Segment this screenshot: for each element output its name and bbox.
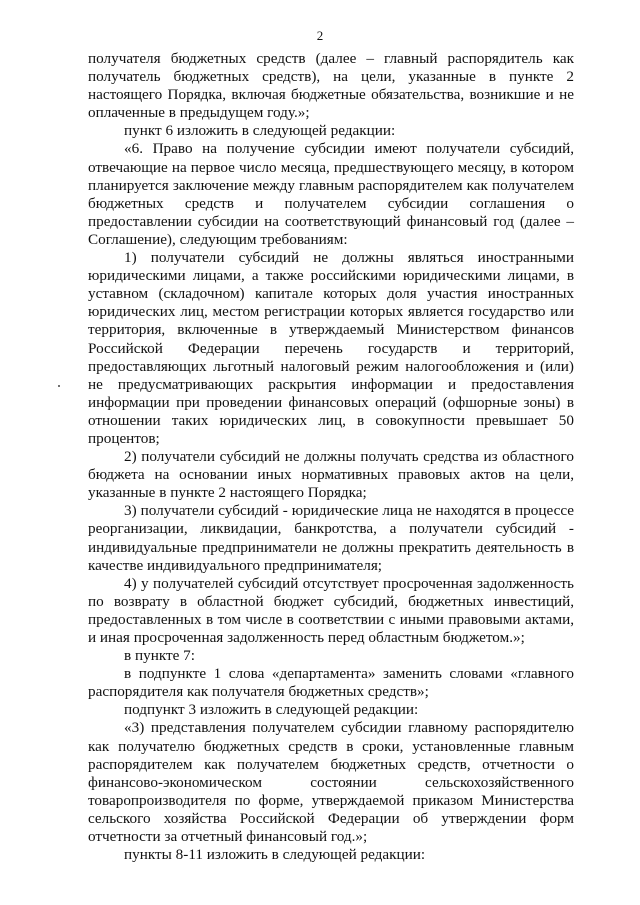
paragraph-requirement-2: 2) получатели субсидий не должны получать средства из областного бюджета на основании иных нормативных правовых актов на цели, указанные в пункте 2 настоящего Порядка; <box>88 448 574 502</box>
paragraph-requirement-4: 4) у получателей субсидий отсутствует просроченная задолженность по возврату в областной бюджет субсидий, бюджетных инвестиций, предоставленных в том числе в соответствии с иными правовыми актами, и иная просроченная задолженность перед областным бюджетом.»; <box>88 574 574 646</box>
paragraph-amend-subpoint-3: подпункт 3 изложить в следующей редакции: <box>124 701 419 719</box>
page-number: 2 <box>316 28 324 43</box>
paragraph-amend-point-6: пункт 6 изложить в следующей редакции: <box>124 122 396 140</box>
paragraph-subpoint-1: в подпункте 1 слова «департамента» заменить словами «главного распорядителя как получателя бюджетных средств»; <box>88 665 574 701</box>
paragraph-requirement-3: 3) получатели субсидий - юридические лица не находятся в процессе реорганизации, ликвидации, банкротства, а получатели субсидий - индивидуальные предприниматели не должны прекратить деятельность в качестве индивидуального предпринимателя; <box>88 502 574 574</box>
paragraph-continuation: получателя бюджетных средств (далее – главный распорядитель как получатель бюджетных средств), на цели, указанные в пункте 2 настоящего Порядка, включая бюджетные обязательства, возникшие и не оплаченные в предыдущем году.»; <box>88 50 574 122</box>
paragraph-in-point-7: в пункте 7: <box>124 647 195 665</box>
paragraph-amend-points-8-11: пункты 8-11 изложить в следующей редакции: <box>124 846 426 864</box>
paragraph-subpoint-3: «3) представления получателем субсидии главному распорядителю как получателю бюджетных средств в сроки, установленные главным распорядителем как получателем бюджетных средств, отчетности о финансово-экономическом состоянии сельскохозяйственного товаропроизводителя по форме, утверждаемой приказом Министерства сельского хозяйства Российской Федерации об утверждении форм отчетности за отчетный финансовый год.»; <box>88 719 574 846</box>
paragraph-requirement-1: 1) получатели субсидий не должны являться иностранными юридическими лицами, а также российскими юридическими лицами, в уставном (складочном) капитале которых доля участия иностранных юридических лиц, местом регистрации которых является государство или территория, включенные в утверждаемый Министерством финансов Российской Федерации перечень государств и территорий, предоставляющих льготный налоговый режим налогообложения и (или) не предусматривающих раскрытия информации и предоставления информации при проведении финансовых операций (офшорные зоны) в отношении таких юридических лиц, в совокупности превышает 50 процентов; <box>88 249 574 447</box>
document-body <box>88 50 574 864</box>
paragraph-point-6: «6. Право на получение субсидии имеют получатели субсидий, отвечающие на первое число месяца, предшествующего месяцу, в котором планируется заключение между главным распорядителем как получателем бюджетных средств и получателем субсидии соглашения о предоставлении субсидии на соответствующий финансовый год (далее – Соглашение), следующим требованиям: <box>88 140 574 248</box>
margin-mark <box>58 385 60 387</box>
